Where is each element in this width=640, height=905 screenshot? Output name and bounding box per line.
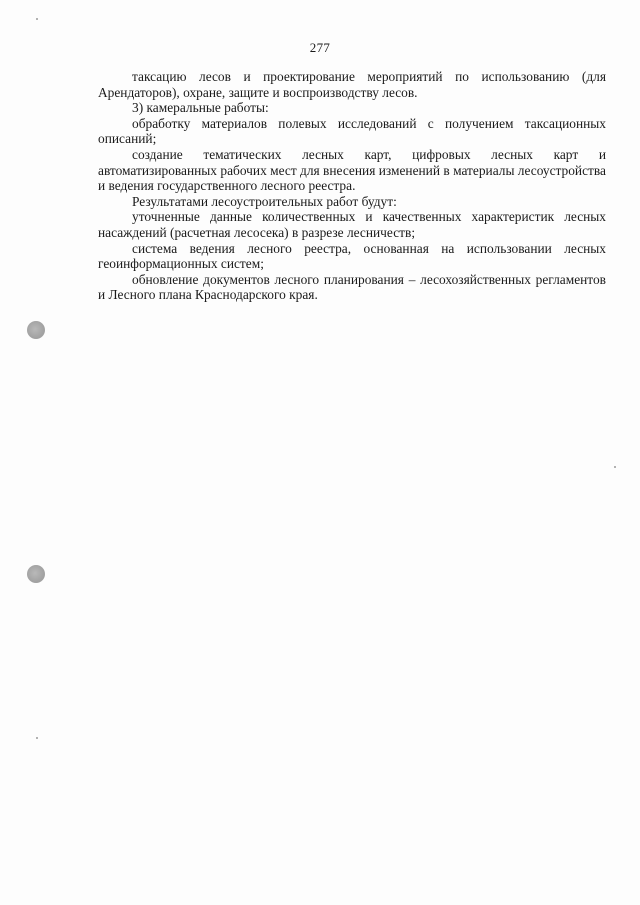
page-number: 277 — [309, 40, 331, 55]
paragraph-8: обновление документов лесного планирования – лесохозяйственных регламентов и Лесного плана Краснодарского края. — [98, 271, 606, 303]
paragraph-2: 3) камеральные работы: — [132, 100, 269, 116]
scan-speck — [614, 466, 616, 468]
binder-hole-bottom — [27, 565, 45, 583]
document-body — [98, 69, 606, 303]
paragraph-1: таксацию лесов и проектирование мероприятий по использованию (для Арендаторов), охране, защите и воспроизводству лесов. — [98, 69, 606, 100]
paragraph-7: система ведения лесного реестра, основанная на использовании лесных геоинформационных систем; — [98, 240, 606, 272]
scan-speck — [36, 737, 38, 739]
binder-hole-top — [27, 321, 45, 339]
paragraph-5: Результатами лесоустроительных работ будут: — [132, 193, 397, 209]
paragraph-3: обработку материалов полевых исследований с получением таксационных описаний; — [98, 115, 606, 147]
paragraph-6: уточненные данные количественных и качественных характеристик лесных насаждений (расчетная лесосека) в разрезе лесничеств; — [98, 209, 606, 240]
scan-speck — [36, 18, 38, 20]
paragraph-4: создание тематических лесных карт, цифровых лесных карт и автоматизированных рабочих мест для внесения изменений в материалы лесоустройства и ведения государственного лесного реестра. — [98, 146, 606, 194]
